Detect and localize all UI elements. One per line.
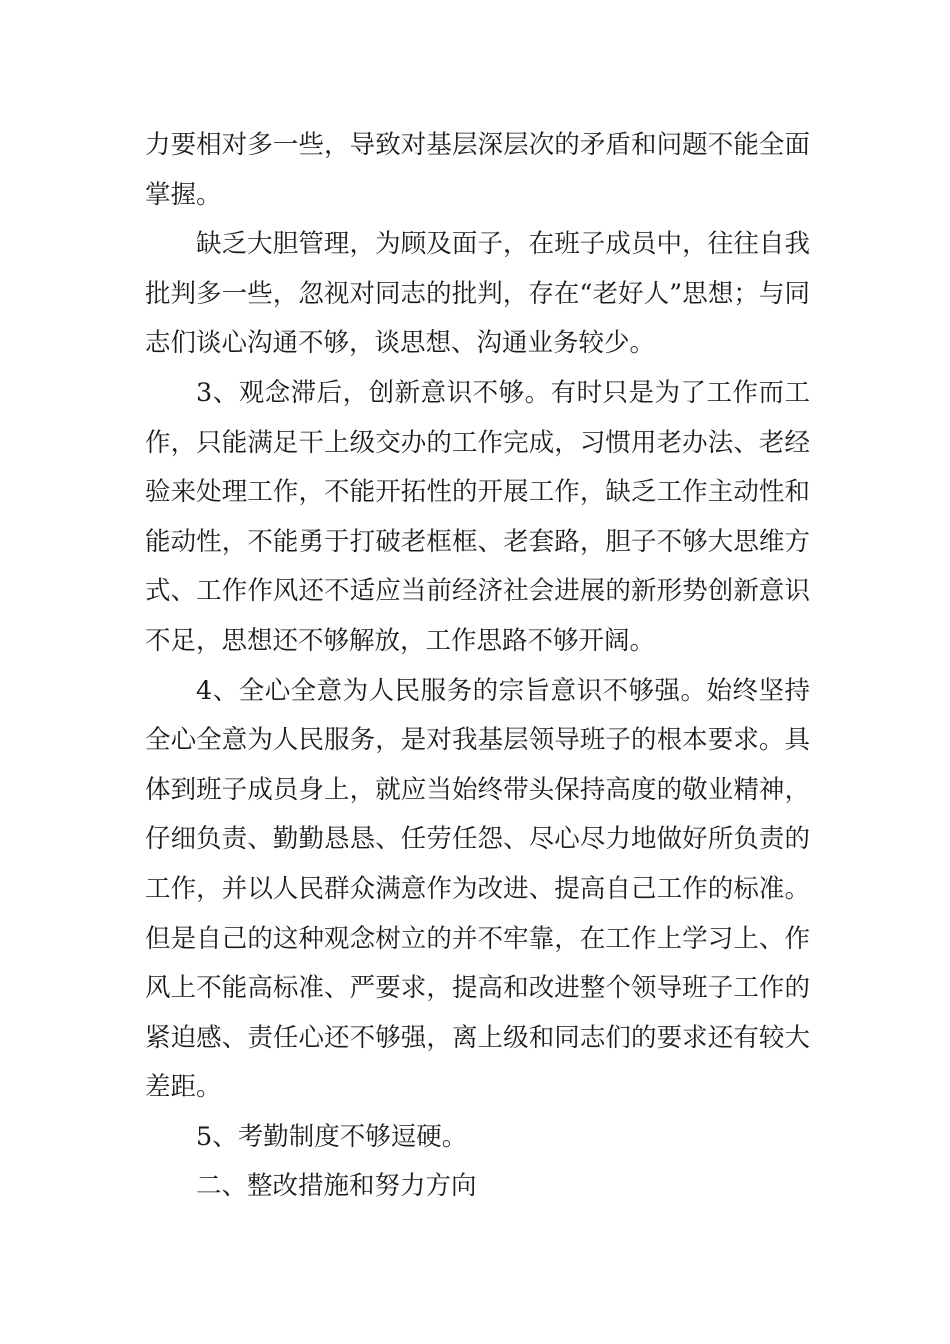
paragraph-item-3: 3、观念滞后，创新意识不够。有时只是为了工作而工作，只能满足干上级交办的工作完成，习惯用老办法、老经验来处理工作，不能开拓性的开展工作，缺乏工作主动性和能动性，不能勇于打破老框框、老套路，胆子不够大思维方式、工作作风还不适应当前经济社会进展的新形势创新意识不足，思想还不够解放，工作思路不够开阔。 [145,377,810,656]
paragraph-item-4: 4、全心全意为人民服务的宗旨意识不够强。始终坚持全心全意为人民服务，是对我基层领导班子的根本要求。具体到班子成员身上，就应当始终带头保持高度的敬业精神，仔细负责、勤勤恳恳、任劳任怨、尽心尽力地做好所负责的工作，并以人民群众满意作为改进、提高自己工作的标准。但是自己的这种观念树立的并不牢靠，在工作上学习上、作风上不能高标准、严要求，提高和改进整个领导班子工作的紧迫感、责任心还不够强，离上级和同志们的要求还有较大差距。 [145,675,810,1103]
document-body [145,121,810,1212]
paragraph-bold-management: 缺乏大胆管理，为顾及面子，在班子成员中，往往自我批判多一些，忽视对同志的批判，存在“老好人”思想；与同志们谈心沟通不够，谈思想、沟通业务较少。 [145,229,810,359]
paragraph-continuation: 力要相对多一些，导致对基层深层次的矛盾和问题不能全面掌握。 [145,130,810,210]
paragraph-item-5: 5、考勤制度不够逗硬。 [196,1121,468,1152]
section-heading-rectification: 二、整改措施和努力方向 [196,1171,477,1202]
